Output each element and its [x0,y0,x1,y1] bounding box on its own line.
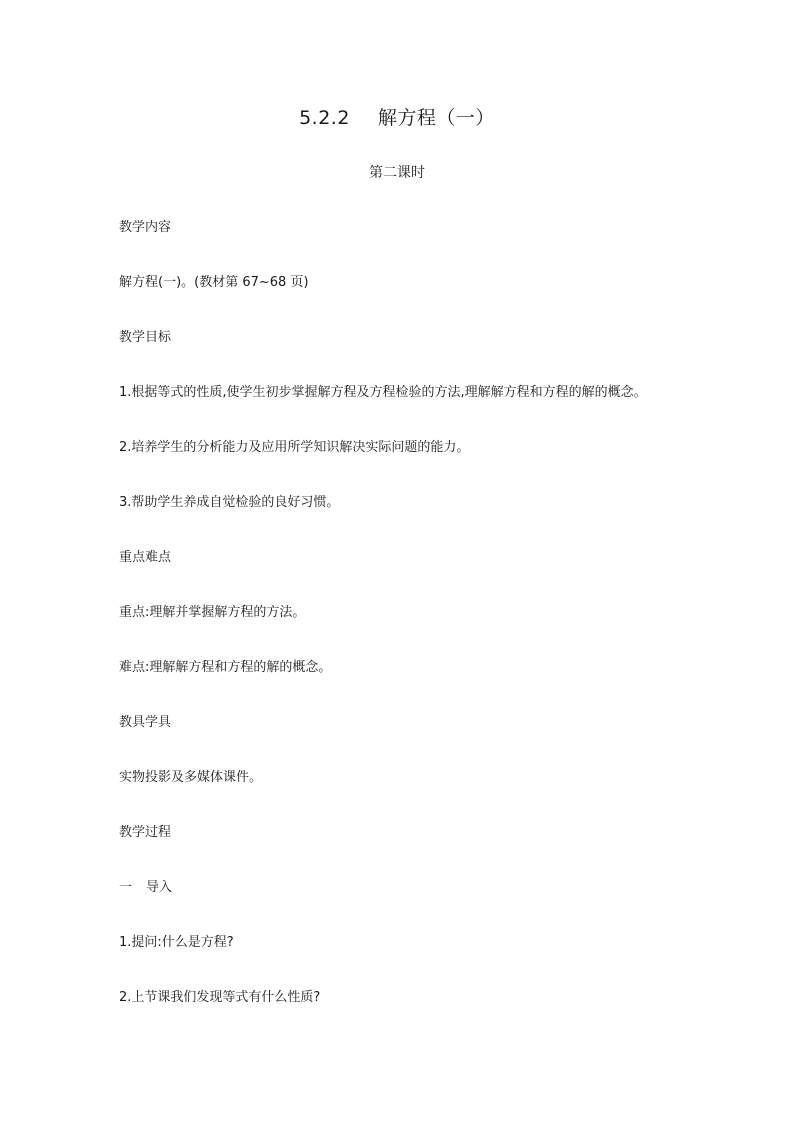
step-title: 导入 [146,880,173,895]
heading-teaching-objectives: 教学目标 [119,330,172,345]
heading-key-difficult-points: 重点难点 [119,550,172,565]
process-step-heading [119,878,172,898]
title-section-number: 5.2.2 [299,107,350,129]
key-point-text: 重点:理解并掌握解方程的方法。 [119,605,306,620]
page-title [0,104,794,132]
question-item-1: 1.提问:什么是方程? [119,935,234,950]
page-subtitle: 第二课时 [369,165,425,181]
objective-item-2: 2.培养学生的分析能力及应用所学知识解决实际问题的能力。 [119,440,470,455]
heading-teaching-process: 教学过程 [119,825,172,840]
teaching-content-text: 解方程(一)。(教材第 67~68 页) [119,275,309,290]
difficult-point-text: 难点:理解解方程和方程的解的概念。 [119,660,332,675]
teaching-tools-text: 实物投影及多媒体课件。 [119,770,263,785]
objective-item-1: 1.根据等式的性质,使学生初步掌握解方程及方程检验的方法,理解解方程和方程的解的概念。 [119,385,647,400]
heading-teaching-tools: 教具学具 [119,715,172,730]
title-text: 解方程（一） [377,107,495,129]
question-item-2: 2.上节课我们发现等式有什么性质? [119,990,321,1005]
step-number: 一 [119,880,133,895]
heading-teaching-content: 教学内容 [119,220,172,235]
objective-item-3: 3.帮助学生养成自觉检验的良好习惯。 [119,495,340,510]
